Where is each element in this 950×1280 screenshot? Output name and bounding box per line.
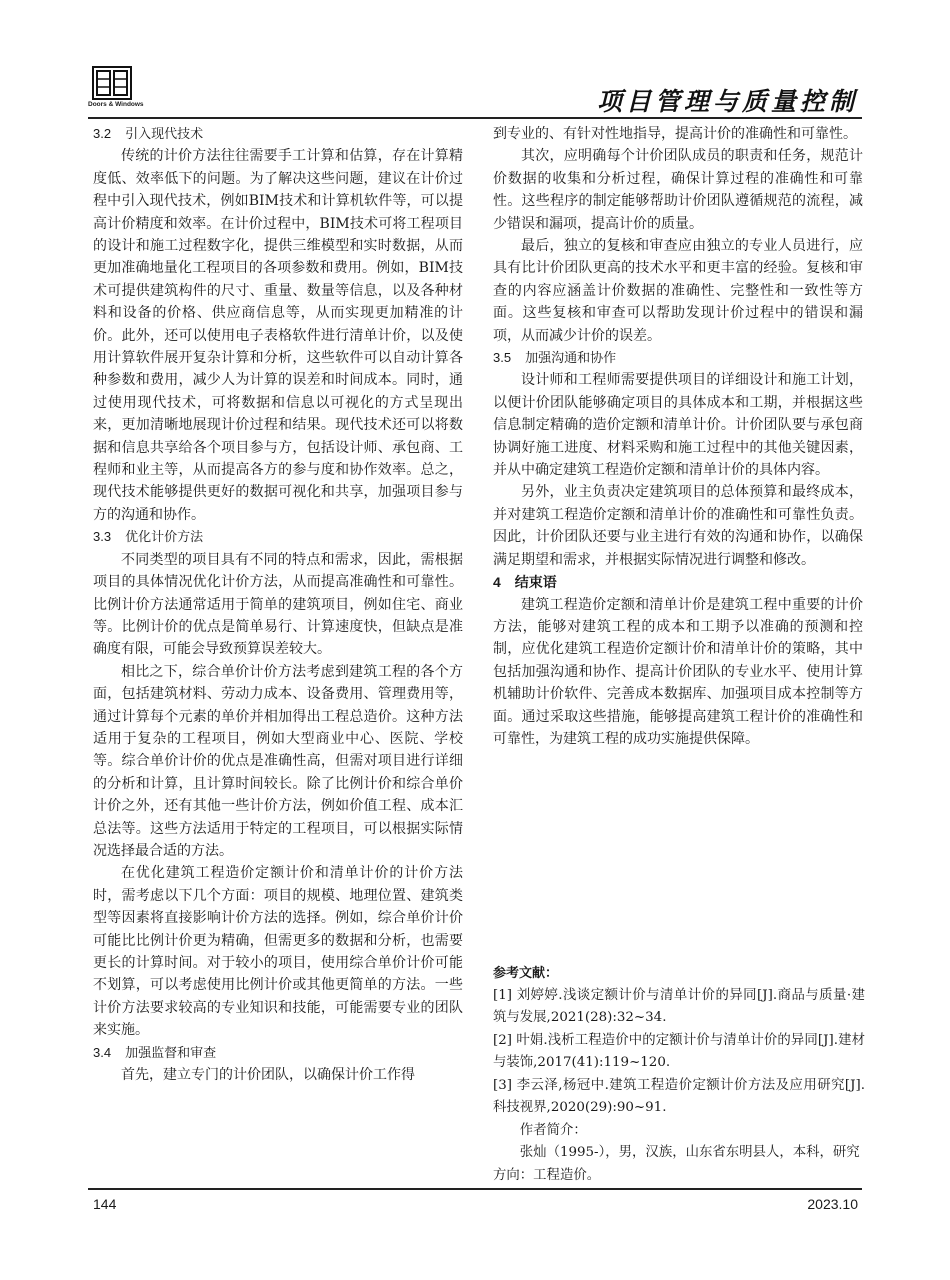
section-heading-3-2 bbox=[93, 123, 463, 145]
paragraph-continued: 到专业的、有针对性地指导，提高计价的准确性和可靠性。 bbox=[493, 126, 857, 142]
section-title: 优化计价方法 bbox=[125, 530, 204, 546]
section-heading-4 bbox=[493, 571, 863, 593]
paragraph: 传统的计价方法往往需要手工计算和估算，存在计算精度低、效率低下的问题。为了解决这些问题，建议在计价过程中引入现代技术，例如BIM技术和计算机软件等，可以提高计价精度和效率。在计价过程中，BIM技术可将工程项目的设计和施工过程数字化，提供三维模型和实时数据，从而更加准确地量化工程项目的各项参数和费用。例如，BIM技术可提供建筑构件的尺寸、重量、数量等信息，以及各种材料和设备的价格、供应商信息等，从而实现更加精准的计价。此外，还可以使用电子表格软件进行清单计价，以及使用计算软件展开复杂计算和分析，这些软件可以自动计算各种参数和费用，减少人为计算的误差和时间成本。同时，通过使用现代技术，可将数据和信息以可视化的方式呈现出来，更加清晰地展现计价过程和结果。现代技术还可以将数据和信息共享给各个项目参与方，包括设计师、承包商、工程师和业主等，从而提高各方的参与度和协作效率。总之，现代技术能够提供更好的数据可视化和共享，加强项目参与方的沟通和协作。 bbox=[93, 148, 463, 523]
reference-item: [2] 叶娟.浅析工程造价中的定额计价与清单计价的异同[J].建材与装饰,2017(41):119~120. bbox=[493, 1032, 865, 1070]
logo-text: Doors & Windows bbox=[88, 101, 144, 108]
section-heading-3-3 bbox=[93, 526, 463, 548]
reference-item: [3] 李云泽,杨冠中.建筑工程造价定额计价方法及应用研究[J].科技视界,2020(29):90~91. bbox=[493, 1077, 865, 1115]
footer-rule bbox=[88, 1188, 862, 1190]
paragraph: 设计师和工程师需要提供项目的详细设计和施工计划，以便计价团队能够确定项目的具体成本和工期，并根据这些信息制定精确的造价定额和清单计价。计价团队要与承包商协调好施工进度、材料采购和施工过程中的其他关键因素，并从中确定建筑工程造价定额和清单计价的具体内容。 bbox=[493, 372, 863, 479]
doors-windows-logo-icon bbox=[92, 66, 132, 100]
section-title: 结束语 bbox=[514, 574, 557, 591]
right-column bbox=[493, 123, 863, 750]
paragraph: 相比之下，综合单价计价方法考虑到建筑工程的各个方面，包括建筑材料、劳动力成本、设备费用、管理费用等，通过计算每个元素的单价并相加得出工程总造价。这种方法适用于复杂的工程项目，例如大型商业中心、医院、学校等。综合单价计价的优点是准确性高，但需对项目进行详细的分析和计算，且计算时间较长。除了比例计价和综合单价计价之外，还有其他一些计价方法，例如价值工程、成本汇总法等。这些方法适用于特定的工程项目，可以根据实际情况选择最合适的方法。 bbox=[93, 663, 463, 859]
left-column bbox=[93, 123, 463, 1086]
section-number: 3.4 bbox=[93, 1044, 112, 1060]
section-number: 3.5 bbox=[493, 350, 512, 366]
paragraph: 其次，应明确每个计价团队成员的职责和任务，规范计价数据的收集和分析过程，确保计算过程的准确性和可靠性。这些程序的制定能够帮助计价团队遵循规范的流程，减少错误和漏项，提高计价的质量。 bbox=[493, 148, 863, 232]
section-title: 引入现代技术 bbox=[125, 127, 204, 142]
paragraph: 最后，独立的复核和审查应由独立的专业人员进行，应具有比计价团队更高的技术水平和更丰富的经验。复核和审查的内容应涵盖计价数据的准确性、完整性和一致性等方面。这些复核和审查可以帮助发现计价过程中的错误和漏项，从而减少计价的误差。 bbox=[493, 238, 863, 344]
author-intro-label: 作者简介： bbox=[519, 1122, 587, 1138]
journal-logo bbox=[88, 66, 172, 114]
page-number: 144 bbox=[93, 1196, 117, 1212]
paragraph: 首先，建立专门的计价团队，以确保计价工作得 bbox=[121, 1067, 415, 1084]
section-heading-3-5 bbox=[493, 347, 863, 369]
paragraph: 建筑工程造价定额和清单计价是建筑工程中重要的计价方法，能够对建筑工程的成本和工期予以准确的预测和控制，应优化建筑工程造价定额计价和清单计价的策略，其中包括加强沟通和协作、提高计价团队的专业水平、使用计算机辅助计价软件、完善成本数据库、加强项目成本控制等方面。通过采取这些措施，能够提高建筑工程计价的准确性和可靠性，为建筑工程的成功实施提供保障。 bbox=[493, 596, 863, 747]
reference-item: [1] 刘婷婷.浅谈定额计价与清单计价的异同[J].商品与质量·建筑与发展,2021(28):32~34. bbox=[493, 987, 865, 1025]
paragraph: 在优化建筑工程造价定额计价和清单计价的计价方法时，需考虑以下几个方面：项目的规模、地理位置、建筑类型等因素将直接影响计价方法的选择。例如，综合单价计价可能比比例计价更为精确，但需更多的数据和分析，也需要更长的计算时间。对于较小的项目，使用综合单价计价可能不划算，可以考虑使用比例计价或其他更简单的方法。一些计价方法要求较高的专业知识和技能，可能需要专业的团队来实施。 bbox=[93, 865, 463, 1039]
journal-section-title: 项目管理与质量控制 bbox=[596, 87, 858, 116]
issue-number: 2023.10 bbox=[807, 1196, 858, 1212]
section-number: 4 bbox=[493, 574, 501, 591]
section-number: 3.3 bbox=[93, 529, 112, 545]
author-intro: 张灿（1995-），男，汉族，山东省东明县人，本科，研究方向：工程造价。 bbox=[493, 1145, 860, 1183]
paragraph: 不同类型的项目具有不同的特点和需求，因此，需根据项目的具体情况优化计价方法，从而提高准确性和可靠性。比例计价方法通常适用于简单的建筑项目，例如住宅、商业等。比例计价的优点是简单易行、计算速度快，但缺点是准确度有限，可能会导致预算误差较大。 bbox=[93, 551, 463, 658]
paragraph: 另外，业主负责决定建筑项目的总体预算和最终成本，并对建筑工程造价定额和清单计价的准确性和可靠性负责。因此，计价团队还要与业主进行有效的沟通和协作，以确保满足期望和需求，并根据实际情况进行调整和修改。 bbox=[493, 484, 863, 568]
references-title: 参考文献： bbox=[493, 965, 559, 980]
header-rule bbox=[88, 117, 862, 119]
section-heading-3-4 bbox=[93, 1042, 463, 1064]
references bbox=[493, 962, 865, 1187]
section-title: 加强监督和审查 bbox=[125, 1045, 217, 1061]
section-number: 3.2 bbox=[93, 126, 112, 141]
section-title: 加强沟通和协作 bbox=[525, 351, 617, 367]
